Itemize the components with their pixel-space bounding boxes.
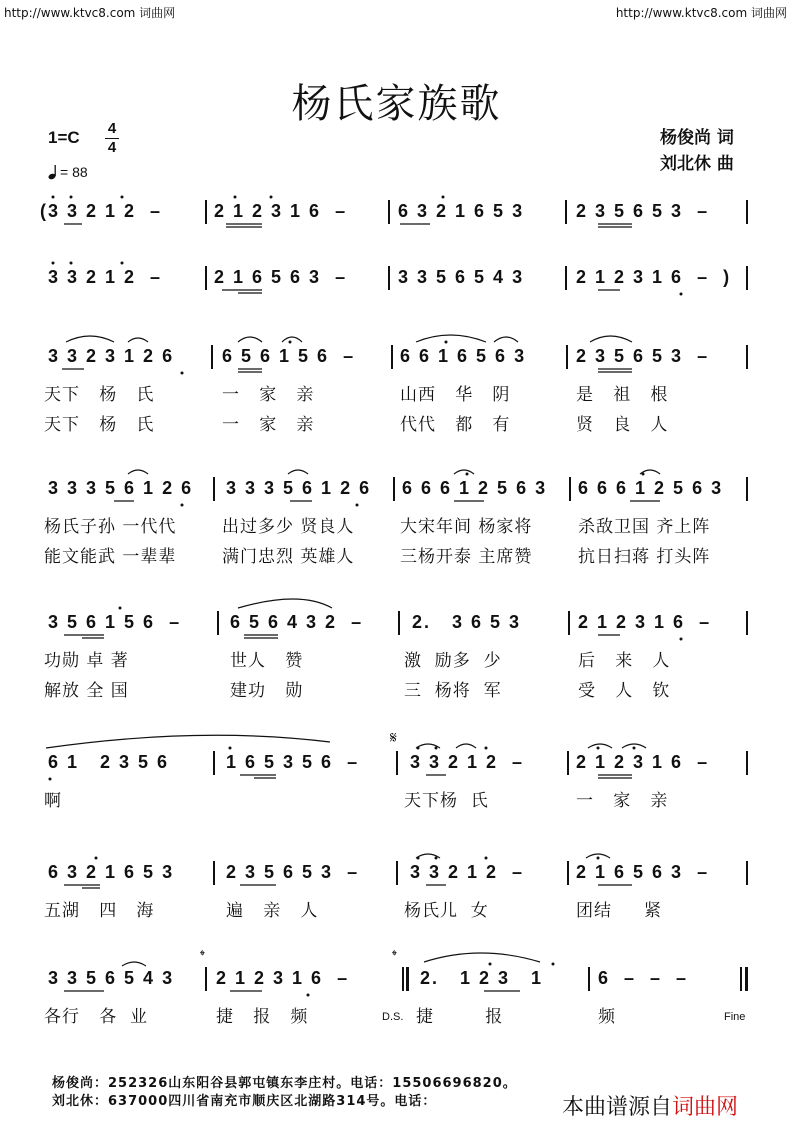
- footer-composer-address: 刘北休：637000四川省南充市顺庆区北湖路314号。电话：: [52, 1094, 437, 1109]
- slur: [588, 744, 612, 748]
- measure-1: (3 3 2 1 2 –: [40, 201, 163, 221]
- source-stamp: [562, 1090, 738, 1121]
- song-title: 杨氏家族歌: [291, 81, 502, 127]
- measure-14: 3 3 3 5 6 1 2 6: [226, 478, 372, 498]
- key-signature: 1=C: [48, 128, 80, 147]
- slur: [494, 337, 518, 342]
- lyric-v1-m27: 杨氏儿 女: [404, 901, 489, 921]
- slur: [66, 336, 114, 342]
- measure-30: 2 1 2 3 1 6 –: [216, 968, 350, 988]
- lyric-v1-m28: 团结 紧: [576, 901, 663, 921]
- measure-29: 3 3 5 6 5 4 3: [48, 968, 175, 988]
- measure-25: 6 3 2 1 6 5 3: [48, 862, 175, 882]
- lyric-v2-m15: 三杨开泰 主席赞: [400, 547, 533, 567]
- lyric-v2-m1: 天下 杨 氏: [44, 415, 155, 435]
- measure-19: 2. 3 6 5 3: [412, 612, 522, 632]
- measure-12: 2 3 5 6 5 3 –: [576, 346, 710, 366]
- measure-31: 2. 1 2 3 1: [420, 968, 544, 988]
- measure-16: 6 6 6 1 2 5 6 3: [578, 478, 724, 498]
- measure-7: 3 3 5 6 5 4 3: [398, 267, 525, 287]
- lyric-v2-m19: 三 杨将 军: [404, 681, 502, 701]
- measure-17: 3 5 6 1 5 6 –: [48, 612, 182, 632]
- slur: [46, 735, 330, 748]
- source-stamp-text: 本曲谱源自: [562, 1095, 673, 1120]
- lyric-v2-m20: 受 人 钦: [578, 681, 671, 701]
- measure-6: 2 1 6 5 6 3 –: [214, 267, 348, 287]
- lyric-v1-m4: 是 祖 根: [576, 385, 669, 405]
- lyric-v2-m3: 代代 都 有: [400, 415, 511, 435]
- lyric-v1-m25: 五湖 四 海: [44, 901, 155, 921]
- coda-icon: 𝄌: [200, 948, 205, 964]
- lyric-v1-m31: 捷 报: [416, 1007, 504, 1027]
- lyric-v1-m15: 大宋年间 杨家将: [400, 517, 533, 537]
- measure-21: 6 1 2 3 5 6: [48, 752, 170, 772]
- measure-22: 1 6 5 3 5 6 –: [226, 752, 360, 772]
- measure-5: 3 3 2 1 2 –: [48, 267, 163, 287]
- meter-top: 4: [107, 120, 117, 137]
- lyric-v2-m18: 建功 勋: [230, 681, 304, 701]
- lyric-v1-m2: 一 家 亲: [222, 385, 315, 405]
- watermark-right: http://www.ktvc8.com 词曲网: [615, 6, 787, 20]
- lyric-v1-m1: 天下 杨 氏: [44, 385, 155, 405]
- slur: [122, 962, 146, 966]
- lyric-v1-m32: 频: [598, 1007, 616, 1027]
- lyric-v2-m13: 能文能武 一辈辈: [44, 547, 177, 567]
- measure-28: 2 1 6 5 6 3 –: [576, 862, 710, 882]
- measure-27: 3 3 2 1 2 –: [410, 862, 525, 882]
- measure-13: 3 3 3 5 6 1 2 6: [48, 478, 194, 498]
- ds-mark: D.S.: [382, 1011, 404, 1023]
- tempo-value: = 88: [60, 164, 88, 180]
- segno-icon: 𝄋: [390, 728, 397, 747]
- measure-11: 6 6 1 6 5 6 3: [400, 346, 527, 366]
- lyric-v1-m14: 出过多少 贤良人: [222, 517, 355, 537]
- measure-26: 2 3 5 6 5 3 –: [226, 862, 360, 882]
- slur: [128, 470, 148, 474]
- footer-lyricist-address: 杨俊尚：252326山东阳谷县郭屯镇东李庄村。电话：15506696820。: [52, 1076, 517, 1091]
- slur: [416, 335, 486, 342]
- lyric-v1-m24: 一 家 亲: [576, 791, 669, 811]
- measure-3: 6 3 2 1 6 5 3: [398, 201, 525, 221]
- measure-15: 6 6 6 1 2 5 6 3: [402, 478, 548, 498]
- lyric-v1-m16: 杀敌卫国 齐上阵: [578, 517, 711, 537]
- lyric-v1-m29: 各行 各 业: [44, 1007, 149, 1027]
- slur: [590, 336, 632, 342]
- watermark-left: http://www.ktvc8.com 词曲网: [4, 6, 176, 20]
- fine-mark: Fine: [724, 1011, 746, 1023]
- slur: [424, 953, 540, 962]
- lyric-v2-m16: 抗日扫蒋 打头阵: [578, 547, 711, 567]
- measure-2: 2 1 2 3 1 6 –: [214, 201, 348, 221]
- measure-8: 2 1 2 3 1 6 – ): [576, 267, 732, 287]
- composer-credit: 刘北休 曲: [660, 154, 734, 174]
- slur: [128, 338, 148, 342]
- lyric-v1-m23: 天下杨 氏: [404, 791, 489, 811]
- lyricist-credit: 杨俊尚 词: [660, 128, 734, 148]
- lyric-v2-m17: 解放 全 国: [44, 681, 129, 701]
- measure-24: 2 1 2 3 1 6 –: [576, 752, 710, 772]
- lyric-v2-m2: 一 家 亲: [222, 415, 315, 435]
- meter-bottom: 4: [107, 139, 117, 156]
- lyric-v1-m20: 后 来 人: [578, 651, 671, 671]
- lyric-v2-m14: 满门忠烈 英雄人: [222, 547, 355, 567]
- lyric-v1-m19: 激 励多 少: [404, 651, 502, 671]
- lyric-v1-m17: 功勋 卓 著: [44, 651, 129, 671]
- measure-18: 6 5 6 4 3 2 –: [230, 612, 364, 632]
- measure-20: 2 1 2 3 1 6 –: [578, 612, 712, 632]
- slur: [456, 744, 476, 748]
- measure-10: 6 5 6 1 5 6 –: [222, 346, 356, 366]
- lyric-v2-m4: 贤 良 人: [576, 415, 669, 435]
- slur: [454, 470, 474, 474]
- slur: [238, 337, 262, 342]
- measure-4: 2 3 5 6 5 3 –: [576, 201, 710, 221]
- lyric-v1-m13: 杨氏子孙 一代代: [44, 517, 177, 537]
- lyric-v1-m30: 捷 报 频: [216, 1007, 309, 1027]
- slur: [288, 470, 308, 474]
- slur: [282, 337, 302, 342]
- slur: [238, 599, 332, 608]
- lyric-v1-m21: 啊: [44, 791, 62, 811]
- measure-23: 3 3 2 1 2 –: [410, 752, 525, 772]
- coda-icon-2: 𝄌: [392, 948, 397, 964]
- lyric-v1-m18: 世人 赞: [230, 651, 304, 671]
- measure-32: 6 – – –: [598, 968, 689, 988]
- measure-9: 3 3 2 3 1 2 6: [48, 346, 175, 366]
- source-stamp-brand: 词曲网: [672, 1095, 739, 1120]
- lyric-v1-m3: 山西 华 阴: [400, 385, 511, 405]
- lyric-v1-m26: 遍 亲 人: [226, 901, 319, 921]
